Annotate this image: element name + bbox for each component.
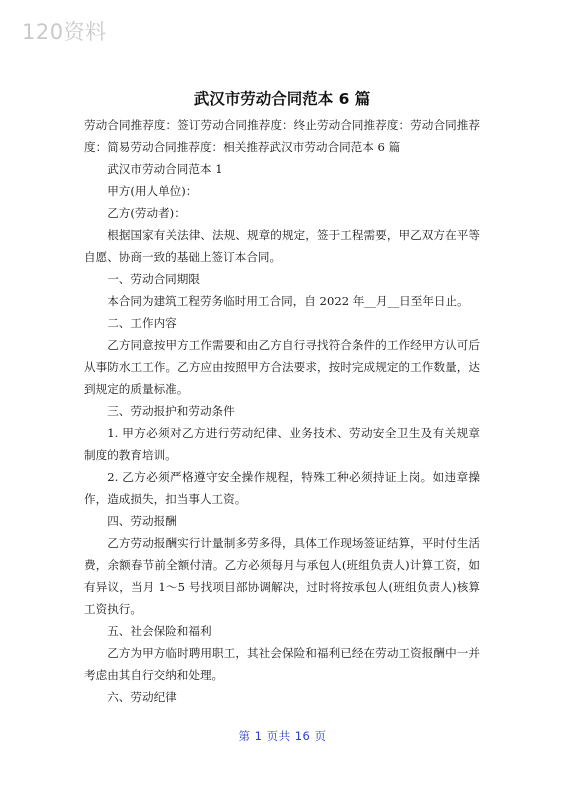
paragraph-subtitle: 武汉市劳动合同范本 1 [107, 162, 223, 176]
paragraph-sec3-item1: 1. 甲方必须对乙方进行劳动纪律、业务技术、劳动安全卫生及有关规章制度的教育培训。 [84, 426, 480, 462]
paragraph-sec4-body: 乙方劳动报酬实行计量制多劳多得，具体工作现场签证结算，平时付生活费，余额春节前全额付清。乙方必须每月与承包人(班组负责人)计算工资，如有异议，当月 1～5 号找项目部协调解决，过时将按承包人(班组负责人)核算工资执行。 [84, 536, 480, 616]
paragraph-sec4-heading: 四、劳动报酬 [107, 514, 177, 528]
paragraph-sec5-heading: 五、社会保险和福利 [107, 624, 212, 638]
paragraph-recommend: 劳动合同推荐度：签订劳动合同推荐度：终止劳动合同推荐度：劳动合同推荐度：简易劳动合同推荐度：相关推荐武汉市劳动合同范本 6 篇 [84, 118, 480, 154]
watermark-logo: 120资料 [22, 20, 107, 44]
document-page [84, 88, 480, 708]
paragraph-party-b: 乙方(劳动者)： [107, 206, 186, 220]
paragraph-sec1-heading: 一、劳动合同期限 [107, 272, 200, 286]
document-title: 武汉市劳动合同范本 6 篇 [193, 90, 371, 108]
paragraph-sec2-body: 乙方同意按甲方工作需要和由乙方自行寻找符合条件的工作经甲方认可后从事防水工工作。乙方应由按照甲方合法要求，按时完成规定的工作数量，达到规定的质量标准。 [84, 338, 480, 396]
document-body [84, 114, 480, 708]
paragraph-sec3-item2: 2. 乙方必须严格遵守安全操作规程，特殊工种必须持证上岗。如违章操作，造成损失，扣当事人工资。 [84, 470, 480, 506]
paragraph-sec5-body: 乙方为甲方临时聘用职工，其社会保险和福利已经在劳动工资报酬中一并考虑由其自行交纳和处理。 [84, 646, 480, 682]
paragraph-party-a: 甲方(用人单位)： [107, 184, 198, 198]
paragraph-sec1-body: 本合同为建筑工程劳务临时用工合同，自 2022 年__月__日至年日止。 [107, 294, 469, 308]
paragraph-sec6-heading: 六、劳动纪律 [107, 690, 177, 704]
page-footer: 第 1 页共 16 页 [238, 729, 327, 743]
paragraph-sec3-heading: 三、劳动报护和劳动条件 [107, 404, 235, 418]
paragraph-intro: 根据国家有关法律、法规、规章的规定，签于工程需要，甲乙双方在平等自愿、协商一致的基础上签订本合同。 [84, 228, 480, 264]
paragraph-sec2-heading: 二、工作内容 [107, 316, 177, 330]
